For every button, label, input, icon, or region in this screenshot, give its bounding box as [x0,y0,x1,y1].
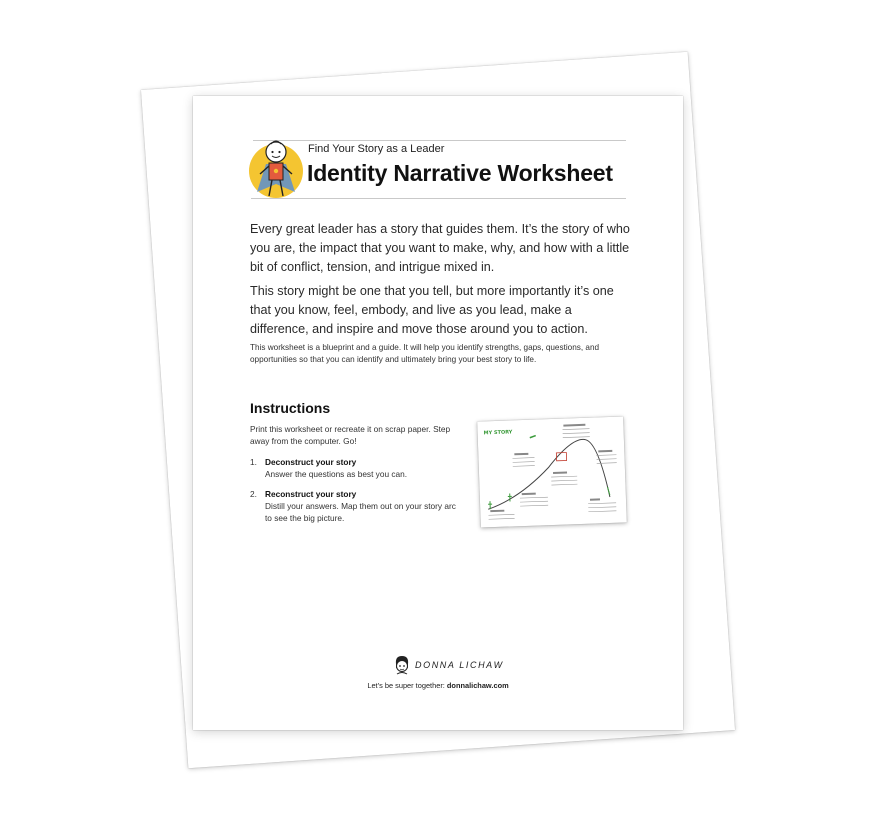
step-number: 1. [250,457,257,467]
intro-paragraph-2: This story might be one that you tell, but more importantly it’s one that you know, feel, embody, and live as you lead, make a difference, and inspire and move those around you to action. [250,284,614,336]
step-number: 2. [250,489,257,499]
logo-text: DONNA LICHAW [415,660,504,670]
step-title: Reconstruct your story [265,489,357,499]
story-arc-thumbnail [477,416,627,527]
step-detail: Answer the questions as best you can. [265,469,408,479]
intro-paragraph-1: Every great leader has a story that guides them. It’s the story of who you are, the impact that you want to make, why, and how with a little bit of conflict, tension, and intrigue mixed in. [250,222,630,274]
header-subtitle: Find Your Story as a Leader [308,143,445,155]
face-icon [393,654,411,676]
website-link[interactable]: donnalichaw.com [446,681,509,690]
instructions-text: Print this worksheet or recreate it on scrap paper. Step away from the computer. Go! [250,424,451,446]
arc-heading: MY STORY [483,429,513,437]
superhero-badge [249,144,303,198]
page-title: Identity Narrative Worksheet [307,160,613,186]
step-detail: Distill your answers. Map them out on your story arc to see the big picture. [265,501,456,523]
tagline-prefix: Let’s be super together: [367,681,445,690]
header-rule-bottom [251,198,626,199]
header-rule-top [253,140,626,141]
instructions-heading: Instructions [250,400,331,416]
story-arc-diagram [477,416,627,527]
intro-note: This worksheet is a blueprint and a guide. It will help you identify strengths, gaps, questions, and opportunities so that you can identify and ultimately bring your best story to life. [250,343,600,364]
worksheet-page [193,96,683,730]
superhero-icon [247,134,305,202]
step-title: Deconstruct your story [265,457,357,467]
donna-lichaw-logo [393,654,504,678]
footer-tagline [193,681,683,690]
